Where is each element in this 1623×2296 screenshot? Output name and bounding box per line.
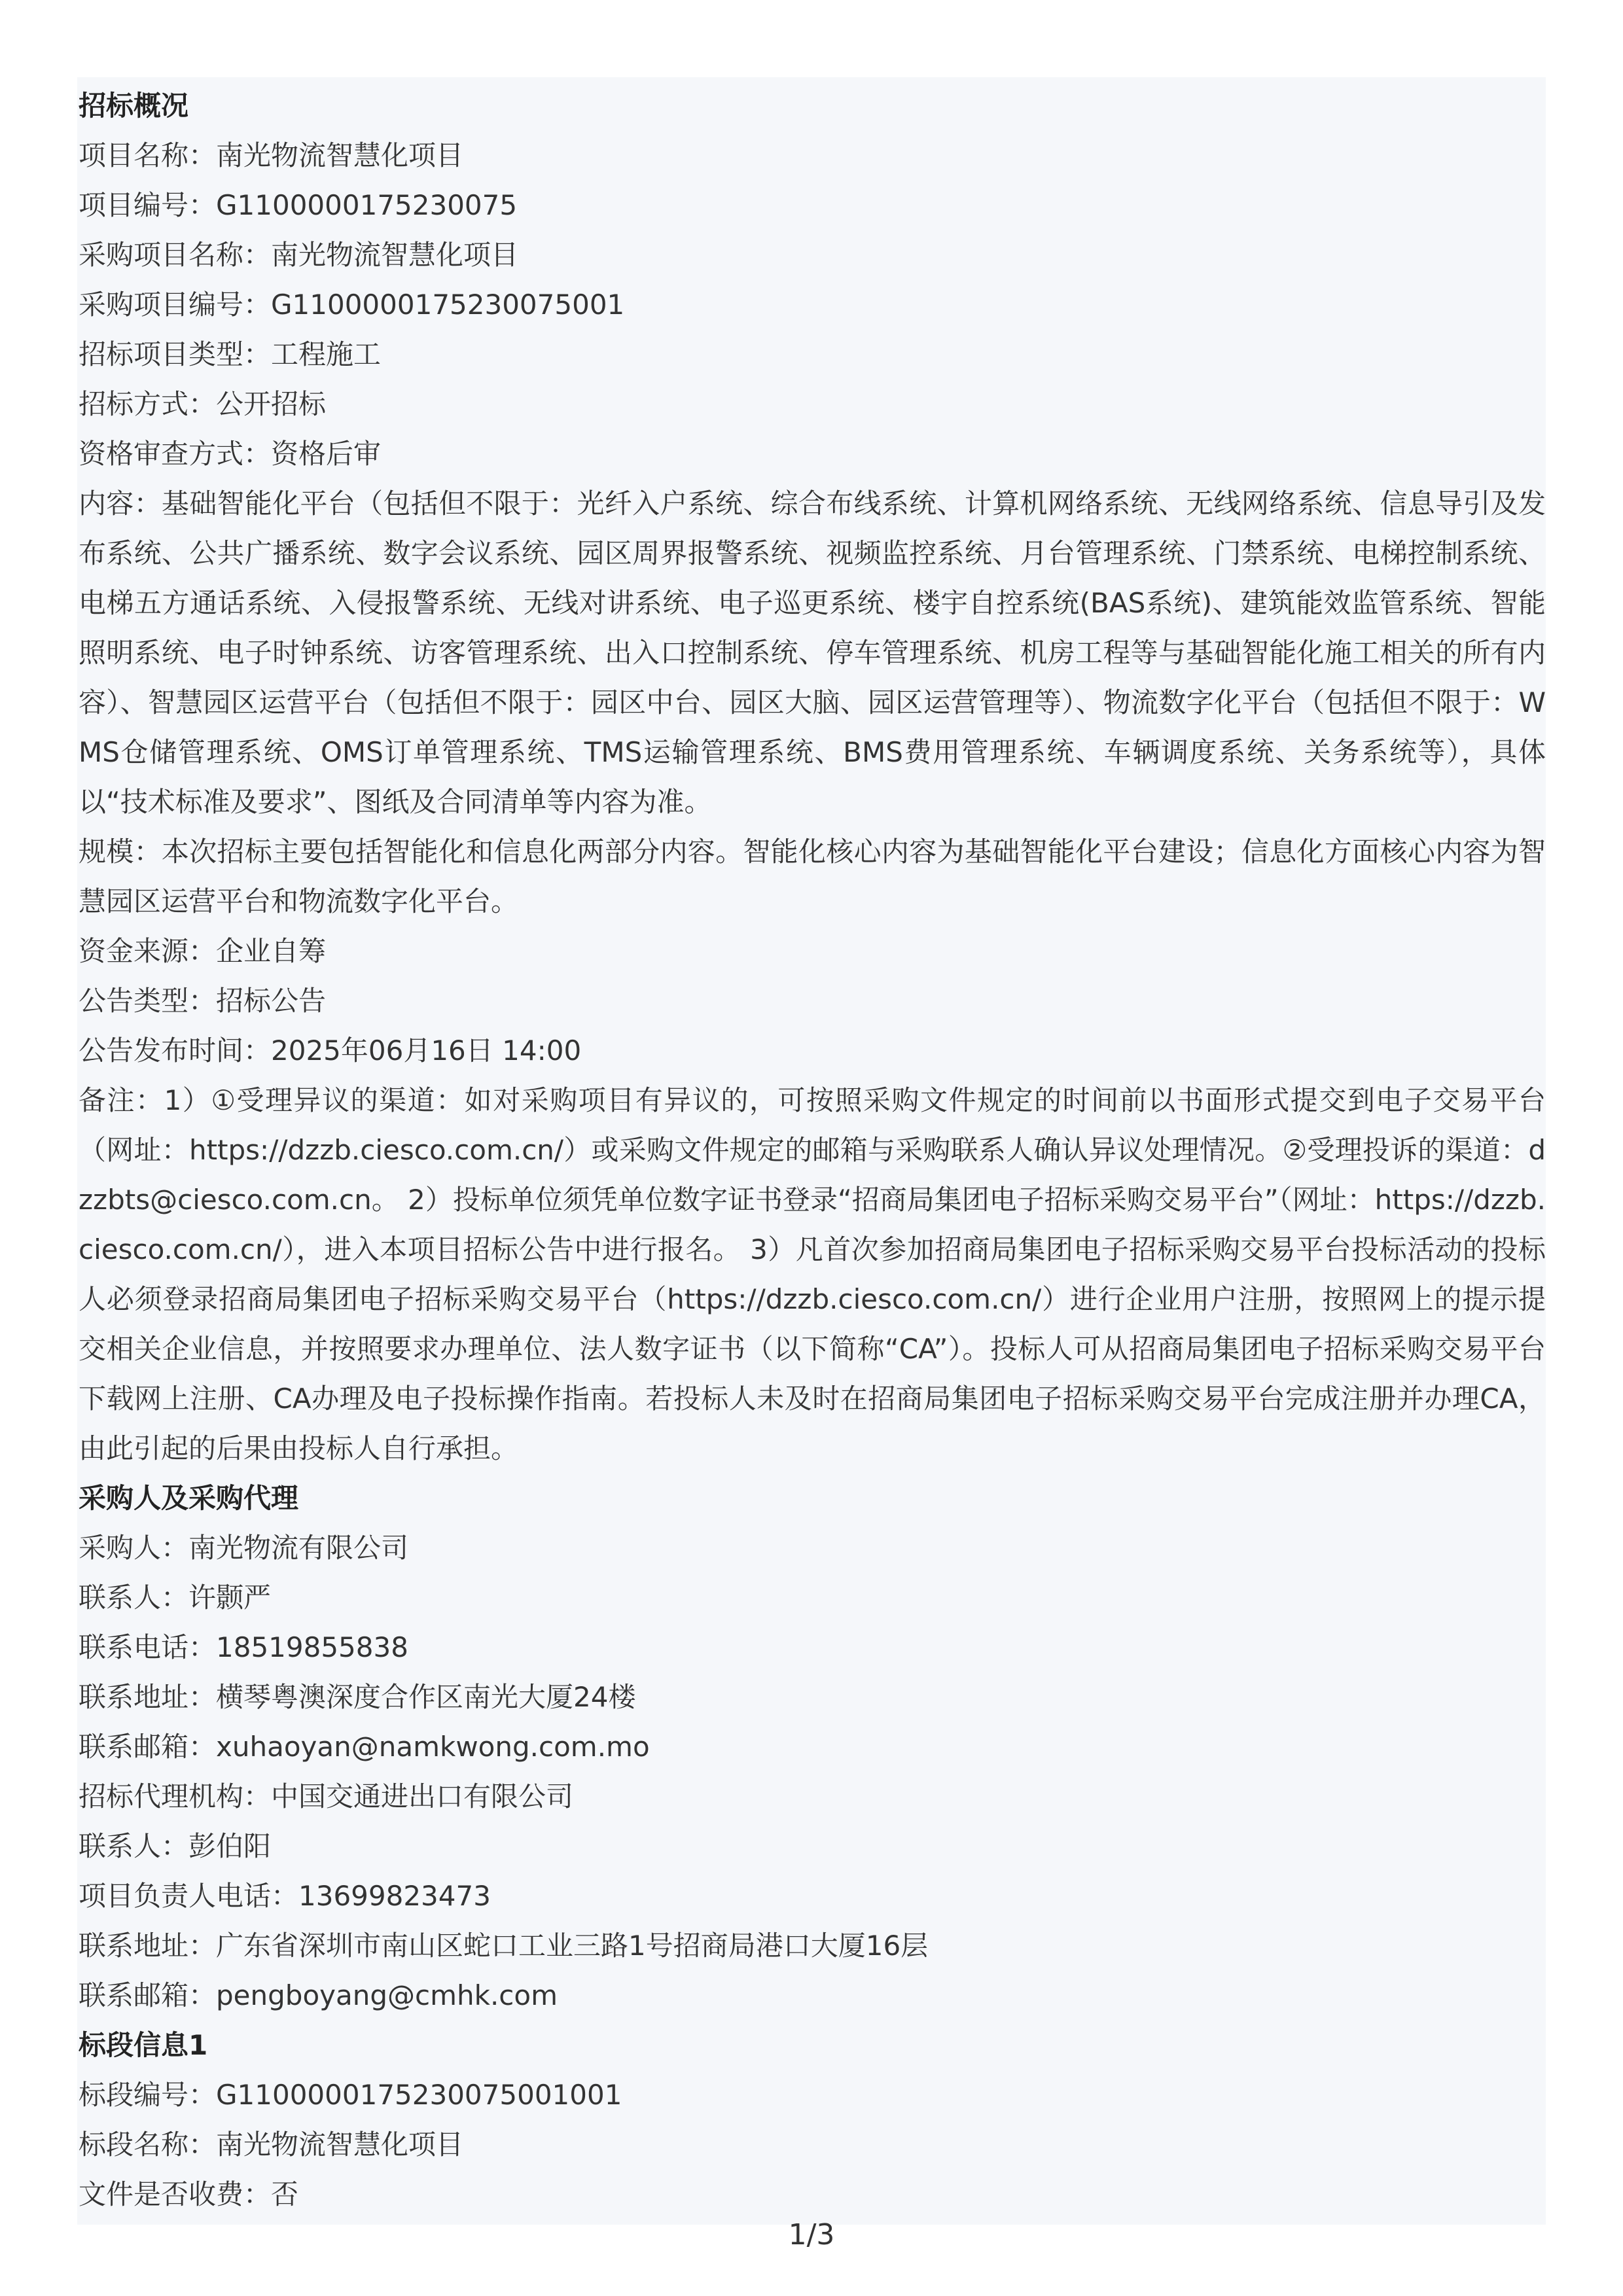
field-purchaser-email: 联系邮箱：xuhaoyan@namkwong.com.mo	[79, 1731, 650, 1763]
field-agency-phone: 项目负责人电话：13699823473	[79, 1880, 491, 1912]
field-publish-time: 公告发布时间：2025年06月16日 14:00	[79, 1034, 582, 1067]
field-funding-source: 资金来源：企业自筹	[79, 935, 327, 967]
section-heading-purchaser: 采购人及采购代理	[79, 1482, 299, 1514]
field-purchaser: 采购人：南光物流有限公司	[79, 1532, 409, 1564]
field-agency-email: 联系邮箱：pengboyang@cmhk.com	[79, 1979, 558, 2011]
field-lot-name: 标段名称：南光物流智慧化项目	[79, 2128, 464, 2161]
field-agency-contact: 联系人：彭伯阳	[79, 1830, 272, 1862]
section-heading-overview: 招标概况	[79, 90, 189, 122]
field-purchaser-contact: 联系人：许颢严	[79, 1581, 272, 1614]
field-announcement-type: 公告类型：招标公告	[79, 985, 327, 1017]
field-agency: 招标代理机构：中国交通进出口有限公司	[79, 1780, 574, 1812]
announcement-panel	[77, 77, 1546, 2225]
field-agency-address: 联系地址：广东省深圳市南山区蛇口工业三路1号招商局港口大厦16层	[79, 1930, 929, 1962]
field-bidding-method: 招标方式：公开招标	[79, 388, 327, 420]
field-project-number: 项目编号：G1100000175230075	[79, 189, 518, 221]
field-purchase-project-number: 采购项目编号：G1100000175230075001	[79, 289, 625, 321]
field-purchaser-phone: 联系电话：18519855838	[79, 1631, 408, 1663]
section-heading-lot1: 标段信息1	[79, 2029, 208, 2061]
page-number: 1/3	[788, 2218, 835, 2252]
field-document-fee: 文件是否收费：否	[79, 2178, 299, 2210]
field-project-type: 招标项目类型：工程施工	[79, 338, 382, 370]
field-purchaser-address: 联系地址：横琴粤澳深度合作区南光大厦24楼	[79, 1681, 636, 1713]
field-qualification-review: 资格审查方式：资格后审	[79, 438, 382, 470]
field-purchase-project-name: 采购项目名称：南光物流智慧化项目	[79, 239, 519, 271]
field-project-name: 项目名称：南光物流智慧化项目	[79, 139, 464, 171]
field-scale: 规模：本次招标主要包括智能化和信息化两部分内容。智能化核心内容为基础智能化平台建设；信息化方面核心内容为智慧园区运营平台和物流数字化平台。	[79, 836, 1546, 917]
field-content: 内容：基础智能化平台（包括但不限于：光纤入户系统、综合布线系统、计算机网络系统、无线网络系统、信息导引及发布系统、公共广播系统、数字会议系统、园区周界报警系统、视频监控系统、月台管理系统、门禁系统、电梯控制系统、电梯五方通话系统、入侵报警系统、无线对讲系统、电子巡更系统、楼宇自控系统(BAS系统)、建筑能效监管系统、智能照明系统、电子时钟系统、访客管理系统、出入口控制系统、停车管理系统、机房工程等与基础智能化施工相关的所有内容）、智慧园区运营平台（包括但不限于：园区中台、园区大脑、园区运营管理等）、物流数字化平台（包括但不限于：WMS仓储管理系统、OMS订单管理系统、TMS运输管理系统、BMS费用管理系统、车辆调度系统、关务系统等），具体以“技术标准及要求”、图纸及合同清单等内容为准。	[79, 487, 1546, 818]
field-remarks: 备注：1）①受理异议的渠道：如对采购项目有异议的，可按照采购文件规定的时间前以书面形式提交到电子交易平台（网址：https://dzzb.ciesco.com.cn/）或采购文件规定的邮箱与采购联系人确认异议处理情况。②受理投诉的渠道：dzzbts@ciesco.com.cn。 2）投标单位须凭单位数字证书登录“招商局集团电子招标采购交易平台”（网址：https://dzzb.ciesco.com.cn/），进入本项目招标公告中进行报名。 3）凡首次参加招商局集团电子招标采购交易平台投标活动的投标人必须登录招商局集团电子招标采购交易平台（https://dzzb.ciesco.com.cn/）进行企业用户注册，按照网上的提示提交相关企业信息，并按照要求办理单位、法人数字证书（以下简称“CA”）。投标人可从招商局集团电子招标采购交易平台下载网上注册、CA办理及电子投标操作指南。若投标人未及时在招商局集团电子招标采购交易平台完成注册并办理CA，由此引起的后果由投标人自行承担。	[79, 1084, 1546, 1464]
field-lot-number: 标段编号：G1100000175230075001001	[79, 2079, 622, 2111]
